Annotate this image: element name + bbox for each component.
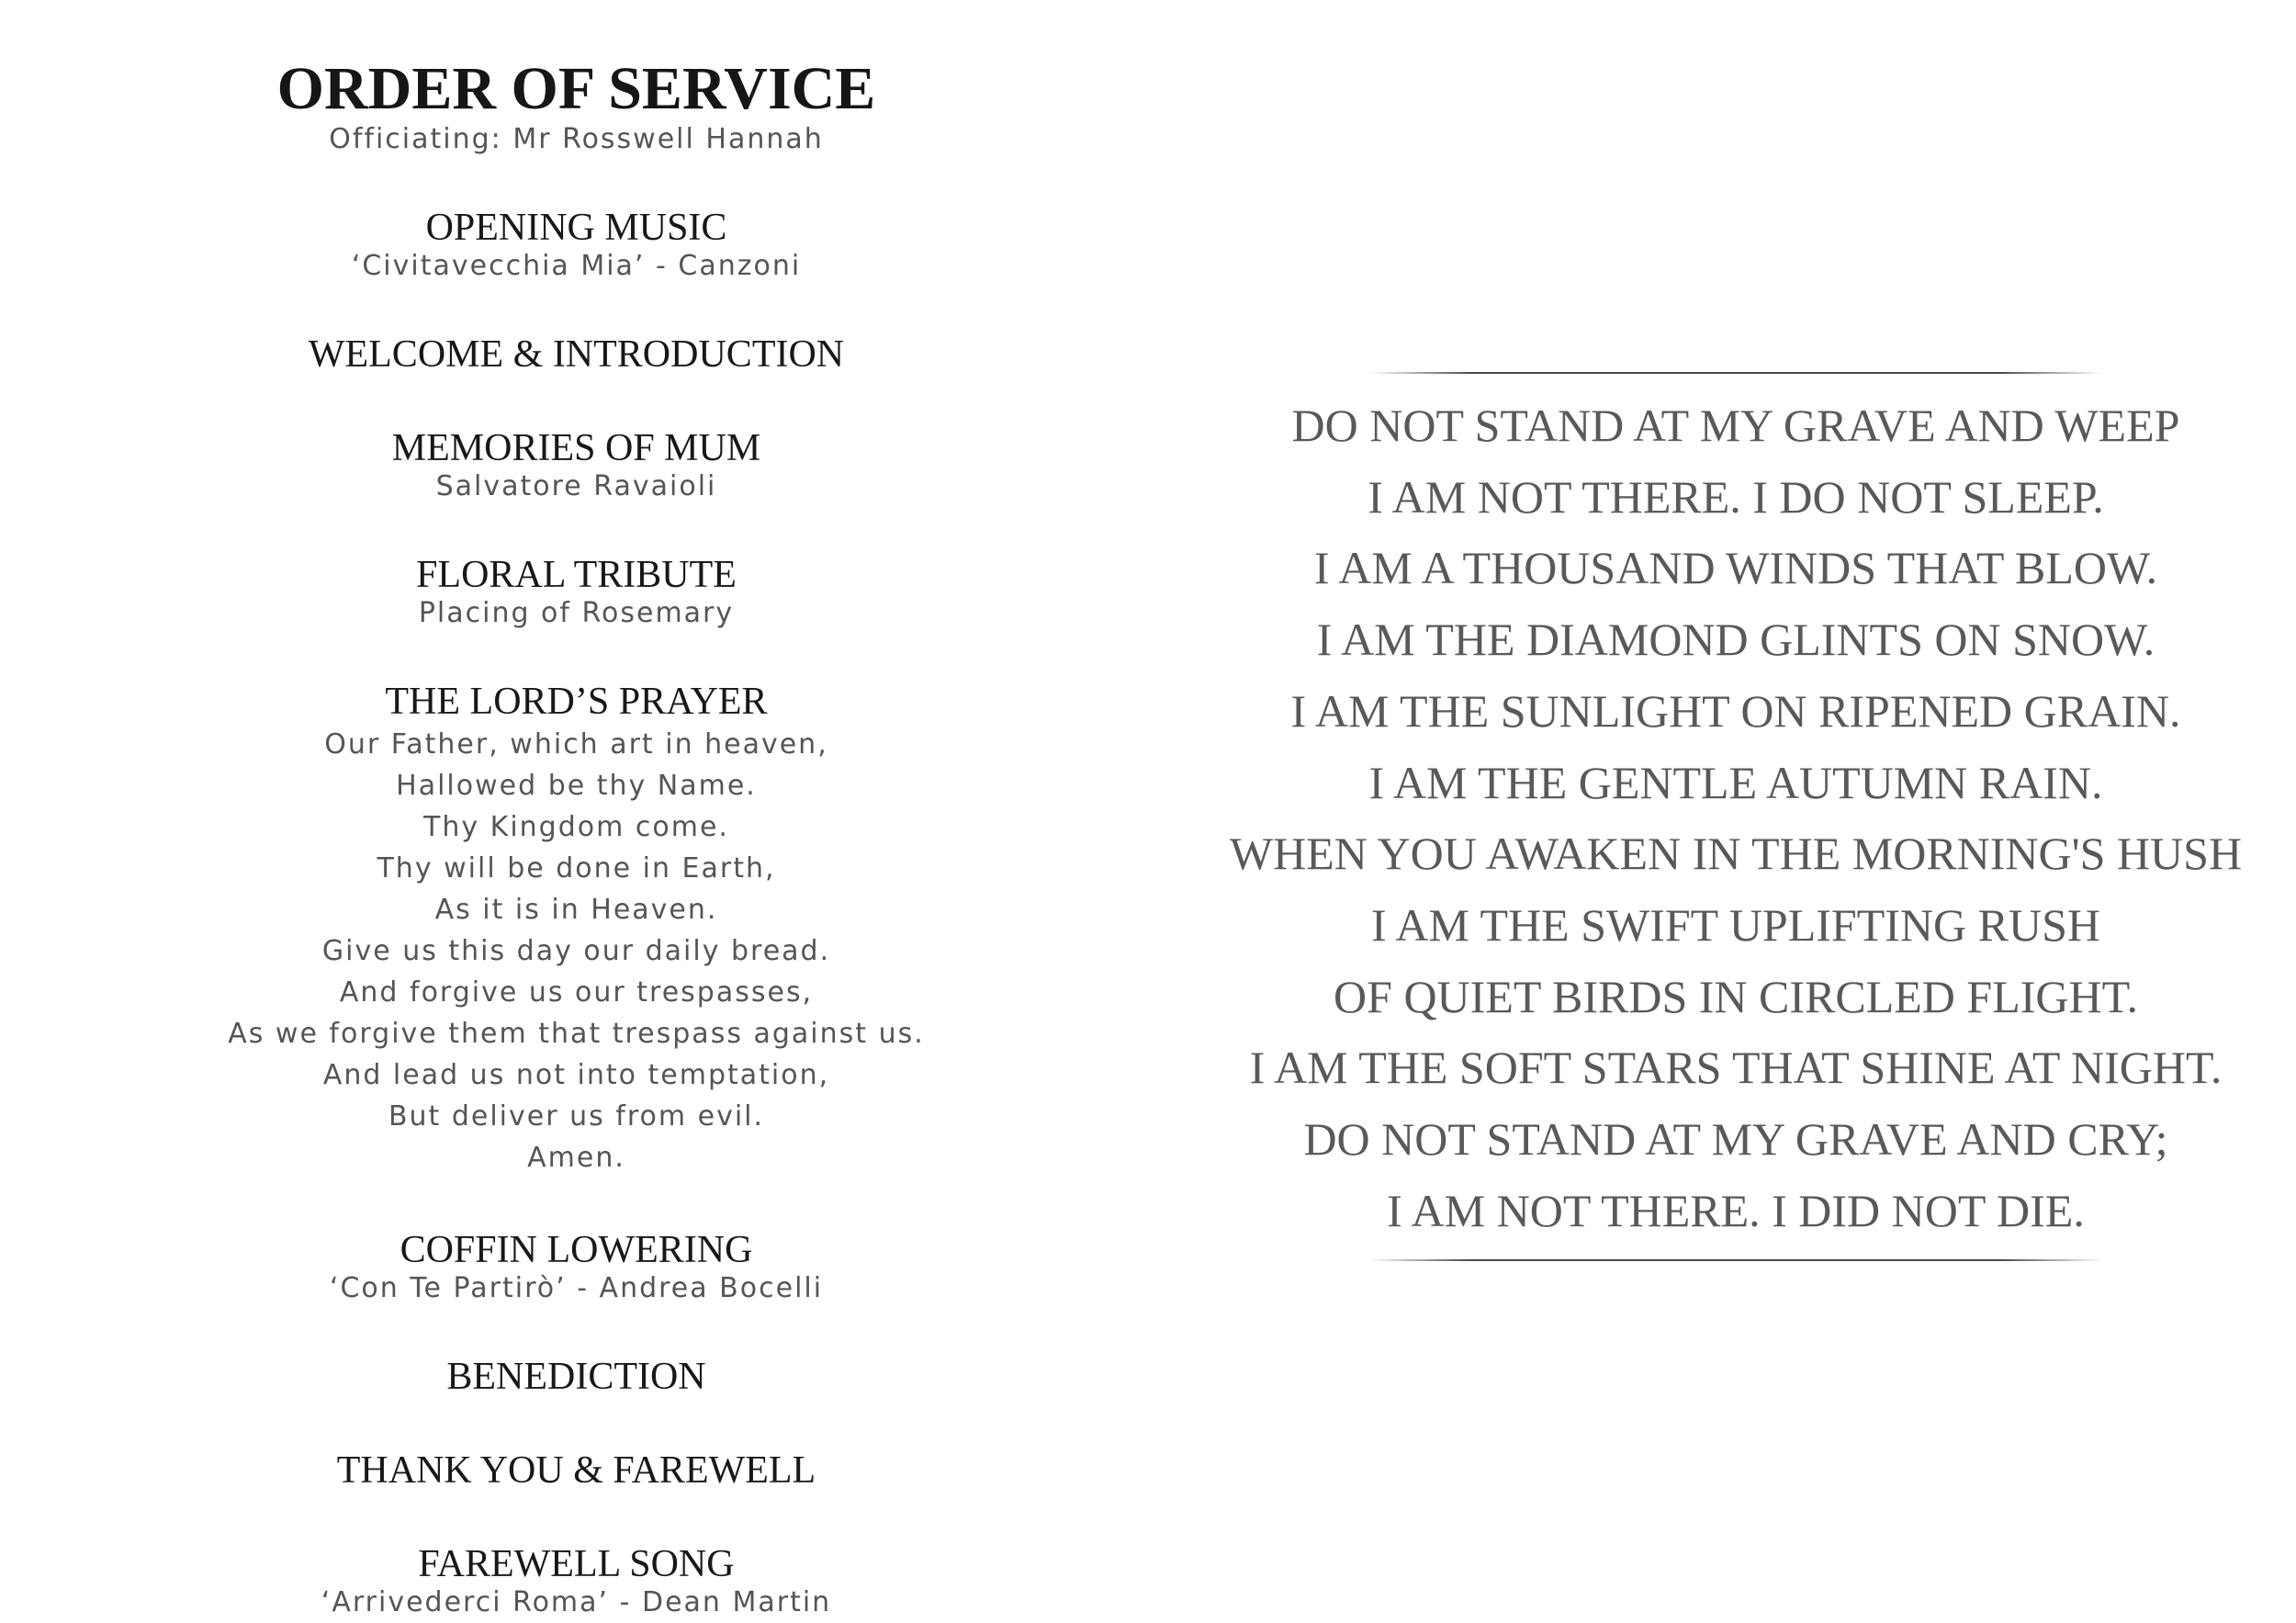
poem-line: I AM THE DIAMOND GLINTS ON SNOW. [1316,614,2155,666]
section-detail: As it is in Heaven. [434,894,718,926]
section-heading: FAREWELL SONG [418,1543,735,1585]
section-detail: As we forgive them that trespass against us. [228,1018,925,1050]
section-detail: ‘Arrivederci Roma’ - Dean Martin [321,1586,832,1618]
service-section [138,332,1015,377]
page-title: ORDER OF SERVICE [276,55,876,122]
section-detail: Hallowed be thy Name. [396,770,757,802]
poem-line: I AM THE GENTLE AUTUMN RAIN. [1368,756,2103,808]
poem-line: I AM THE SUNLIGHT ON RIPENED GRAIN. [1290,684,2181,737]
section-detail: And forgive us our trespasses, [339,976,814,1009]
section-heading: OPENING MUSIC [425,207,727,249]
section-heading: THE LORD’S PRAYER [385,681,768,723]
service-section [138,1448,1015,1493]
section-detail: Salvatore Ravaioli [435,470,717,502]
poem-line: DO NOT STAND AT MY GRAVE AND WEEP [1291,400,2180,451]
poem-line: I AM THE SWIFT UPLIFTING RUSH [1370,898,2101,951]
section-detail: Thy will be done in Earth, [377,852,776,885]
poem-line: OF QUIET BIRDS IN CIRCLED FLIGHT. [1334,970,2138,1022]
section-detail: Our Father, which art in heaven, [324,728,828,761]
section-detail: ‘Civitavecchia Mia’ - Canzoni [351,250,802,282]
service-sections [138,206,1015,1619]
section-detail: But deliver us from evil. [388,1100,765,1133]
section-detail: Give us this day our daily bread. [321,935,831,967]
poem-line: I AM THE SOFT STARS THAT SHINE AT NIGHT. [1249,1042,2223,1094]
poem-text [1217,374,2255,1259]
section-detail: Amen. [527,1142,625,1174]
section-heading: BENEDICTION [446,1356,706,1398]
service-section [138,1542,1015,1619]
section-heading: FLORAL TRIBUTE [416,554,737,596]
section-heading: WELCOME & INTRODUCTION [308,333,845,376]
poem-line: WHEN YOU AWAKEN IN THE MORNING'S HUSH [1229,828,2243,880]
bottom-divider [1368,1259,2103,1261]
poem-line: I AM NOT THERE. I DO NOT SLEEP. [1367,470,2104,523]
poem-panel [1217,372,2255,1261]
service-section [138,206,1015,283]
poem-line: I AM A THOUSAND WINDS THAT BLOW. [1313,542,2158,594]
service-section [138,1228,1015,1305]
section-detail: Thy Kingdom come. [423,811,729,843]
section-heading: THANK YOU & FAREWELL [336,1449,816,1492]
service-section [138,680,1015,1178]
officiant-line: Officiating: Mr Rosswell Hannah [329,123,824,155]
section-heading: COFFIN LOWERING [400,1229,753,1271]
poem-line: DO NOT STAND AT MY GRAVE AND CRY; [1303,1113,2168,1166]
service-section [138,1355,1015,1399]
section-heading: MEMORIES OF MUM [391,427,761,469]
poem-line: I AM NOT THERE. I DID NOT DIE. [1387,1184,2085,1236]
section-detail: Placing of Rosemary [418,597,735,629]
service-section [138,553,1015,630]
section-detail: ‘Con Te Partirò’ - Andrea Bocelli [329,1272,824,1304]
section-detail: And lead us not into temptation, [322,1059,830,1091]
service-section [138,426,1015,503]
order-of-service [138,55,1015,1619]
